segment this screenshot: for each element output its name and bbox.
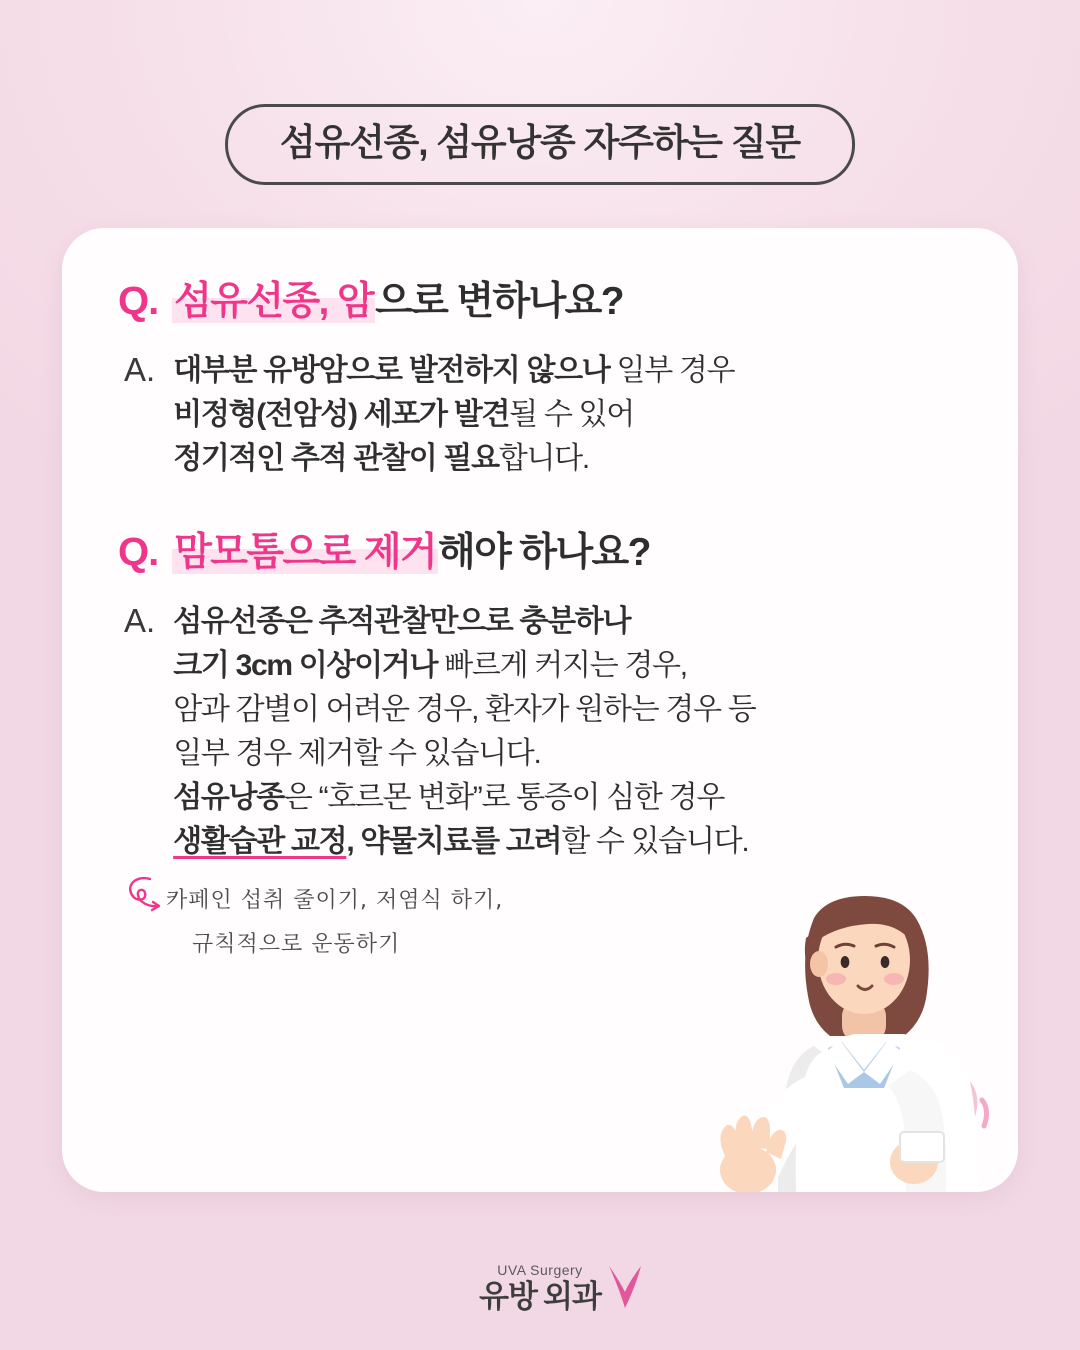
footer-logo <box>410 1262 670 1314</box>
answer-segment: 섬유낭종 <box>173 781 284 815</box>
question-highlight: 맘모톰으로 제거 <box>174 531 436 575</box>
content-card-inner <box>62 228 1018 967</box>
question-rest: 해야 하나요? <box>438 531 650 575</box>
answer-segment: 일부 경우 <box>609 353 735 387</box>
page-title: 섬유선종, 섬유낭종 자주하는 질문 <box>280 122 800 163</box>
faq-item <box>118 531 962 864</box>
answer-lines <box>173 347 734 481</box>
answer-lines <box>173 598 755 865</box>
curly-arrow-icon <box>120 873 166 919</box>
answer-line <box>173 820 755 864</box>
answer-segment: , 약물치료를 고려 <box>346 825 562 859</box>
question-highlight: 섬유선종, 암 <box>174 280 374 323</box>
answer-segment: 빠르게 커지는 경우, <box>437 649 687 683</box>
answer-line <box>173 644 755 688</box>
question-rest: 으로 변하나요? <box>375 280 623 323</box>
answer-line <box>173 688 755 732</box>
answer-segment: 정기적인 추적 관찰이 필요 <box>173 442 499 476</box>
question-row <box>118 280 962 325</box>
answer-segment: 합니다. <box>498 442 589 476</box>
answer-segment: 암과 감별이 어려운 경우, 환자가 원하는 경우 등 <box>173 693 756 727</box>
answer-segment-underlined: 생활습관 교정 <box>173 825 347 859</box>
answer-line <box>173 437 734 481</box>
answer-line <box>173 732 755 776</box>
logo-en-text: UVA Surgery <box>497 1261 583 1278</box>
question-marker: Q. <box>118 279 159 323</box>
answer-segment: 은 “호르몬 변화”로 통증이 심한 경우 <box>283 781 724 815</box>
answer-line <box>173 393 734 437</box>
answer-segment: 일부 경우 제거할 수 있습니다. <box>173 737 541 771</box>
question-row <box>118 531 962 576</box>
section-spacer <box>118 489 962 531</box>
answer-row <box>118 347 962 481</box>
handwritten-note <box>118 879 962 967</box>
logo-ko-text <box>479 1280 601 1314</box>
answer-line <box>173 600 755 644</box>
faq-item <box>118 280 962 481</box>
answer-row <box>118 598 962 865</box>
question-text <box>172 531 650 576</box>
question-text <box>172 280 623 325</box>
question-marker: Q. <box>118 530 159 575</box>
answer-marker: A. <box>124 350 156 388</box>
answer-line <box>173 349 734 393</box>
answer-segment: 크기 3cm 이상이거나 <box>173 649 438 683</box>
note-line: 카페인 섭취 줄이기, 저염식 하기, <box>166 887 504 913</box>
note-line: 규칙적으로 운동하기 <box>192 931 401 957</box>
answer-segment: 대부분 유방암으로 발전하지 않으나 <box>173 353 610 387</box>
answer-segment: 비정형(전암성) 세포가 발견 <box>173 397 510 431</box>
answer-segment: 할 수 있습니다. <box>561 825 749 859</box>
logo-ko-part1: 유방 <box>479 1278 537 1314</box>
page-title-pill <box>225 104 855 185</box>
answer-segment: 섬유선종은 추적관찰만으로 충분하나 <box>173 604 631 638</box>
answer-marker: A. <box>124 601 156 639</box>
logo-ko-part2: 외과 <box>543 1278 601 1314</box>
ribbon-icon <box>603 1264 647 1310</box>
answer-line <box>173 776 755 820</box>
content-card <box>62 228 1018 1192</box>
answer-segment: 될 수 있어 <box>509 397 634 431</box>
